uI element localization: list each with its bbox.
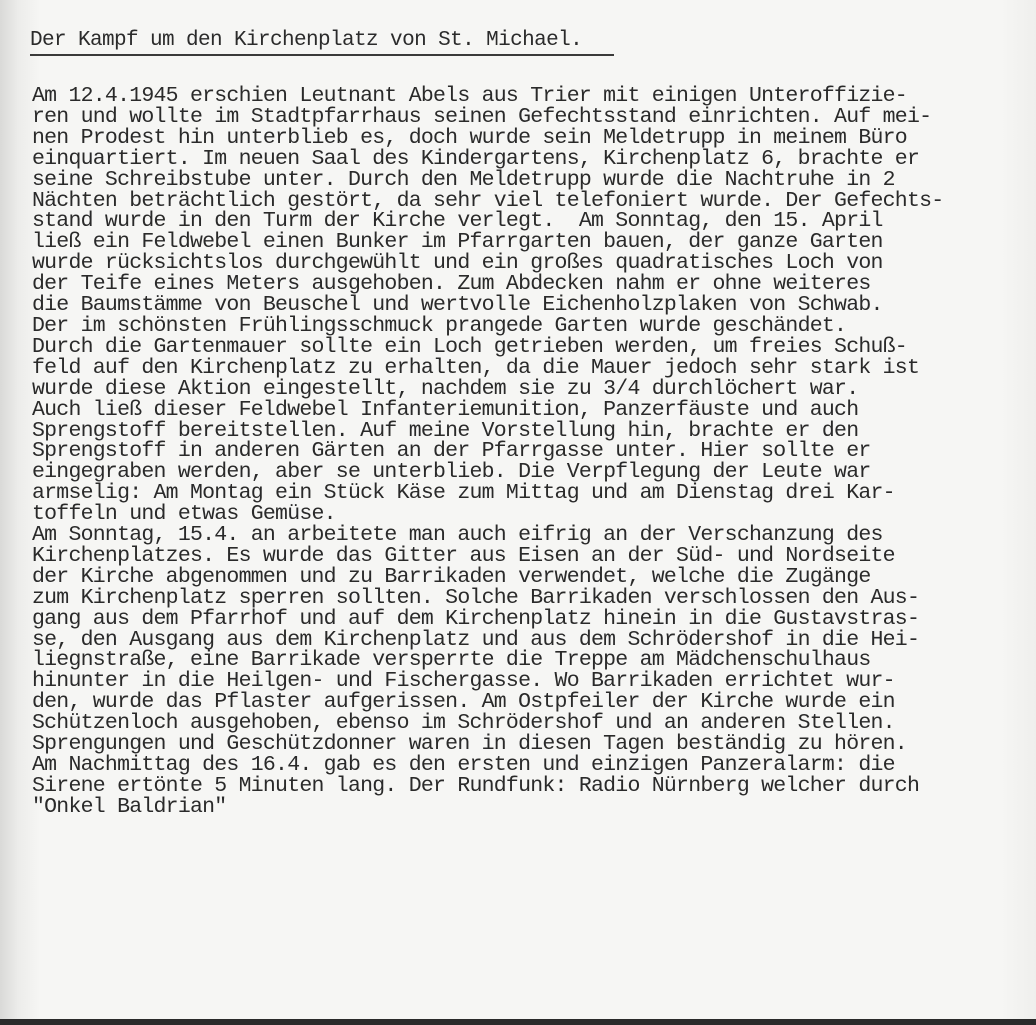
text-line: wurde rücksichtslos durchgewühlt und ein großes quadratisches Loch von [32, 251, 883, 276]
text-line: Sprengstoff bereitstellen. Auf meine Vorstellung hin, brachte er den [32, 418, 859, 443]
document-body [32, 86, 1032, 818]
text-line: nen Prodest hin unterblieb es, doch wurde sein Meldetrupp in meinem Büro [32, 125, 907, 150]
text-line: "Onkel Baldrian" [32, 794, 227, 819]
text-line: der Teife eines Meters ausgehoben. Zum Abdecken nahm er ohne weiteres [32, 272, 871, 297]
text-line: Am 12.4.1945 erschien Leutnant Abels aus Trier mit einigen Unteroffizie- [32, 84, 907, 108]
text-line: die Baumstämme von Beuschel und wertvolle Eichenholzplaken von Schwab. [32, 293, 883, 318]
text-line: feld auf den Kirchenplatz zu erhalten, da die Mauer jedoch sehr stark ist [32, 355, 920, 380]
text-line: se, den Ausgang aus dem Kirchenplatz und aus dem Schrödershof in die Hei- [32, 627, 920, 652]
text-line: Sirene ertönte 5 Minuten lang. Der Rundfunk: Radio Nürnberg welcher durch [32, 773, 920, 798]
page-bottom-edge [0, 1019, 1036, 1025]
text-line: toffeln und etwas Gemüse. [32, 502, 336, 527]
text-line: den, wurde das Pflaster aufgerissen. Am Ostpfeiler der Kirche wurde ein [32, 690, 895, 715]
text-line: Der im schönsten Frühlingsschmuck prangede Garten wurde geschändet. [32, 313, 847, 338]
text-line: ließ ein Feldwebel einen Bunker im Pfarrgarten bauen, der ganze Garten [32, 230, 883, 255]
text-line: stand wurde in den Turm der Kirche verlegt. Am Sonntag, den 15. April [32, 209, 883, 234]
text-line: Nächten beträchtlich gestört, da sehr viel telefoniert wurde. Der Gefechts- [32, 188, 944, 213]
text-line: zum Kirchenplatz sperren sollten. Solche Barrikaden verschlossen den Aus- [32, 585, 920, 610]
text-line: Kirchenplatzes. Es wurde das Gitter aus Eisen an der Süd- und Nordseite [32, 543, 895, 568]
text-line: Sprengungen und Geschützdonner waren in diesen Tagen beständig zu hören. [32, 732, 907, 757]
text-line: ren und wollte im Stadtpfarrhaus seinen Gefechtsstand einrichten. Auf mei- [32, 104, 932, 129]
text-line: wurde diese Aktion eingestellt, nachdem sie zu 3/4 durchlöchert war. [32, 376, 859, 401]
text-line: der Kirche abgenommen und zu Barrikaden verwendet, welche die Zugänge [32, 564, 871, 589]
text-line: hinunter in die Heilgen- und Fischergasse. Wo Barrikaden errichtet wur- [32, 669, 895, 694]
text-line: liegnstraße, eine Barrikade versperrte die Treppe am Mädchenschulhaus [32, 648, 871, 673]
text-line: gang aus dem Pfarrhof und auf dem Kirchenplatz hinein in die Gustavstras- [32, 606, 920, 631]
text-line: einquartiert. Im neuen Saal des Kindergartens, Kirchenplatz 6, brachte er [32, 146, 920, 171]
text-line: eingegraben werden, aber se unterblieb. Die Verpflegung der Leute war [32, 460, 871, 485]
text-line: Am Sonntag, 15.4. an arbeitete man auch eifrig an der Verschanzung des [32, 523, 883, 548]
text-line: armselig: Am Montag ein Stück Käse zum Mittag und am Dienstag drei Kar- [32, 481, 895, 506]
document-title: Der Kampf um den Kirchenplatz von St. Michael. [30, 29, 583, 52]
text-line: Auch ließ dieser Feldwebel Infanteriemunition, Panzerfäuste und auch [32, 397, 859, 422]
title-underline [30, 54, 614, 56]
text-line: Schützenloch ausgehoben, ebenso im Schrödershof und an anderen Stellen. [32, 711, 895, 736]
text-line: Sprengstoff in anderen Gärten an der Pfarrgasse unter. Hier sollte er [32, 439, 871, 464]
text-line: Am Nachmittag des 16.4. gab es den ersten und einzigen Panzeralarm: die [32, 753, 895, 777]
text-line: seine Schreibstube unter. Durch den Meldetrupp wurde die Nachtruhe in 2 [32, 167, 895, 192]
text-line: Durch die Gartenmauer sollte ein Loch getrieben werden, um freies Schuß- [32, 334, 907, 359]
